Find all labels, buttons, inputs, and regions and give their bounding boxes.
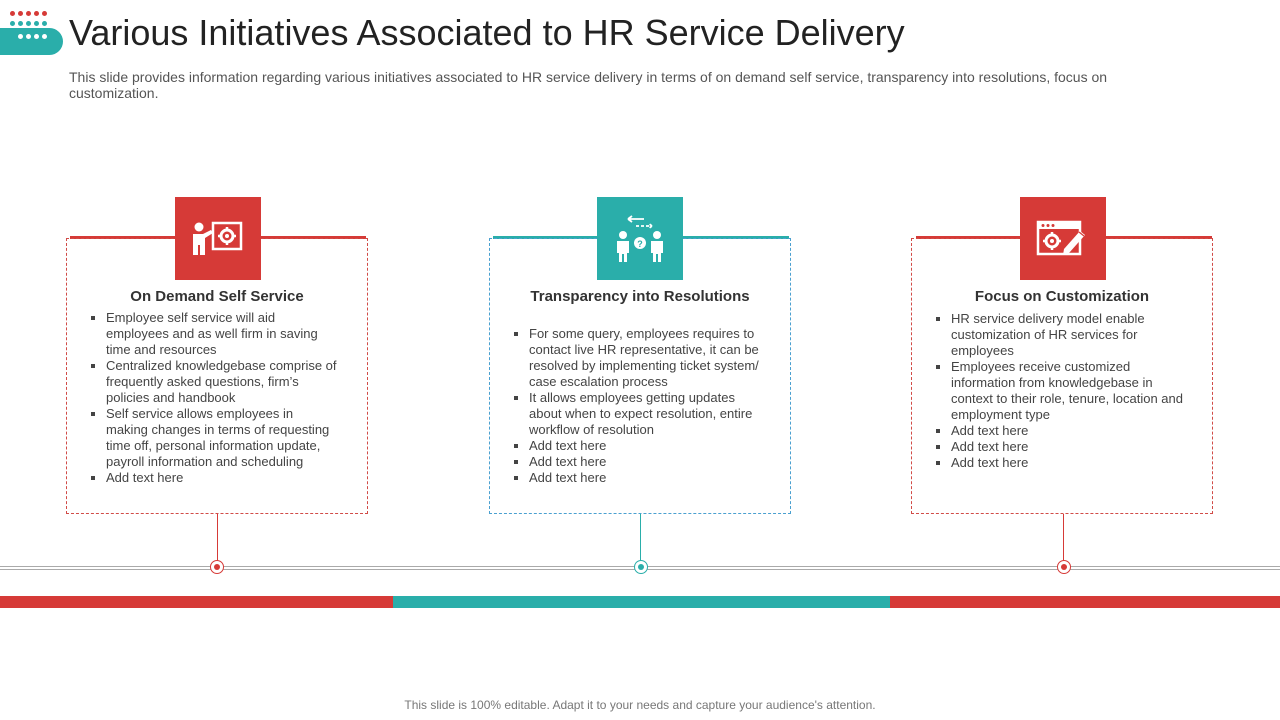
list-item: Add text here [511, 454, 761, 470]
presenter-gear-icon [190, 219, 246, 259]
list-item: For some query, employees requires to contact live HR representative, it can be resolved by implementing ticket system/ case escalation process [511, 326, 761, 390]
card-3-title: Focus on Customization [974, 288, 1150, 305]
list-item: It allows employees getting updates about when to expect resolution, entire workflow of resolution [511, 390, 761, 438]
brand-logo-pill [0, 28, 63, 55]
list-item: Add text here [933, 439, 1183, 455]
card-1-icon-box [175, 197, 261, 280]
card-1-bullet-list [88, 310, 338, 486]
svg-text:?: ? [637, 238, 643, 249]
card-2-bullet-list [511, 326, 761, 486]
card-2-connector [640, 514, 641, 562]
card-1-connector [217, 514, 218, 562]
card-3-icon-box [1020, 197, 1106, 280]
card-2-icon-box [597, 197, 683, 280]
browser-gear-pencil-icon [1036, 219, 1090, 259]
list-item: Self service allows employees in making changes in terms of requesting time off, personal information update, payroll information and scheduling [88, 406, 338, 470]
card-3-connector [1063, 514, 1064, 562]
band-red-right [890, 596, 1280, 608]
list-item: HR service delivery model enable customization of HR services for employees [933, 311, 1183, 359]
card-2-title: Transparency into Resolutions [530, 288, 750, 305]
page-subtitle: This slide provides information regarding various initiatives associated to HR service delivery in terms of on demand self service, transparency into resolutions, focus on customization. [69, 69, 1108, 101]
card-3-bullet-list [933, 311, 1183, 471]
timeline-node-1 [210, 560, 224, 574]
list-item: Employee self service will aid employees and as well firm in saving time and resources [88, 310, 338, 358]
people-exchange-question-icon [614, 215, 666, 263]
list-item: Add text here [933, 455, 1183, 471]
page-title: Various Initiatives Associated to HR Service Delivery [69, 12, 905, 53]
list-item: Add text here [88, 470, 338, 486]
timeline-node-3 [1057, 560, 1071, 574]
footer-note: This slide is 100% editable. Adapt it to your needs and capture your audience's attention. [404, 698, 876, 712]
list-item: Employees receive customized information from knowledgebase in context to their role, tenure, location and employment type [933, 359, 1183, 423]
list-item: Add text here [933, 423, 1183, 439]
band-red-left [0, 596, 393, 608]
timeline-node-2 [634, 560, 648, 574]
list-item: Add text here [511, 470, 761, 486]
band-teal-center [393, 596, 890, 608]
list-item: Add text here [511, 438, 761, 454]
list-item: Centralized knowledgebase comprise of frequently asked questions, firm’s policies and handbook [88, 358, 338, 406]
card-1-title: On Demand Self Service [130, 288, 304, 305]
